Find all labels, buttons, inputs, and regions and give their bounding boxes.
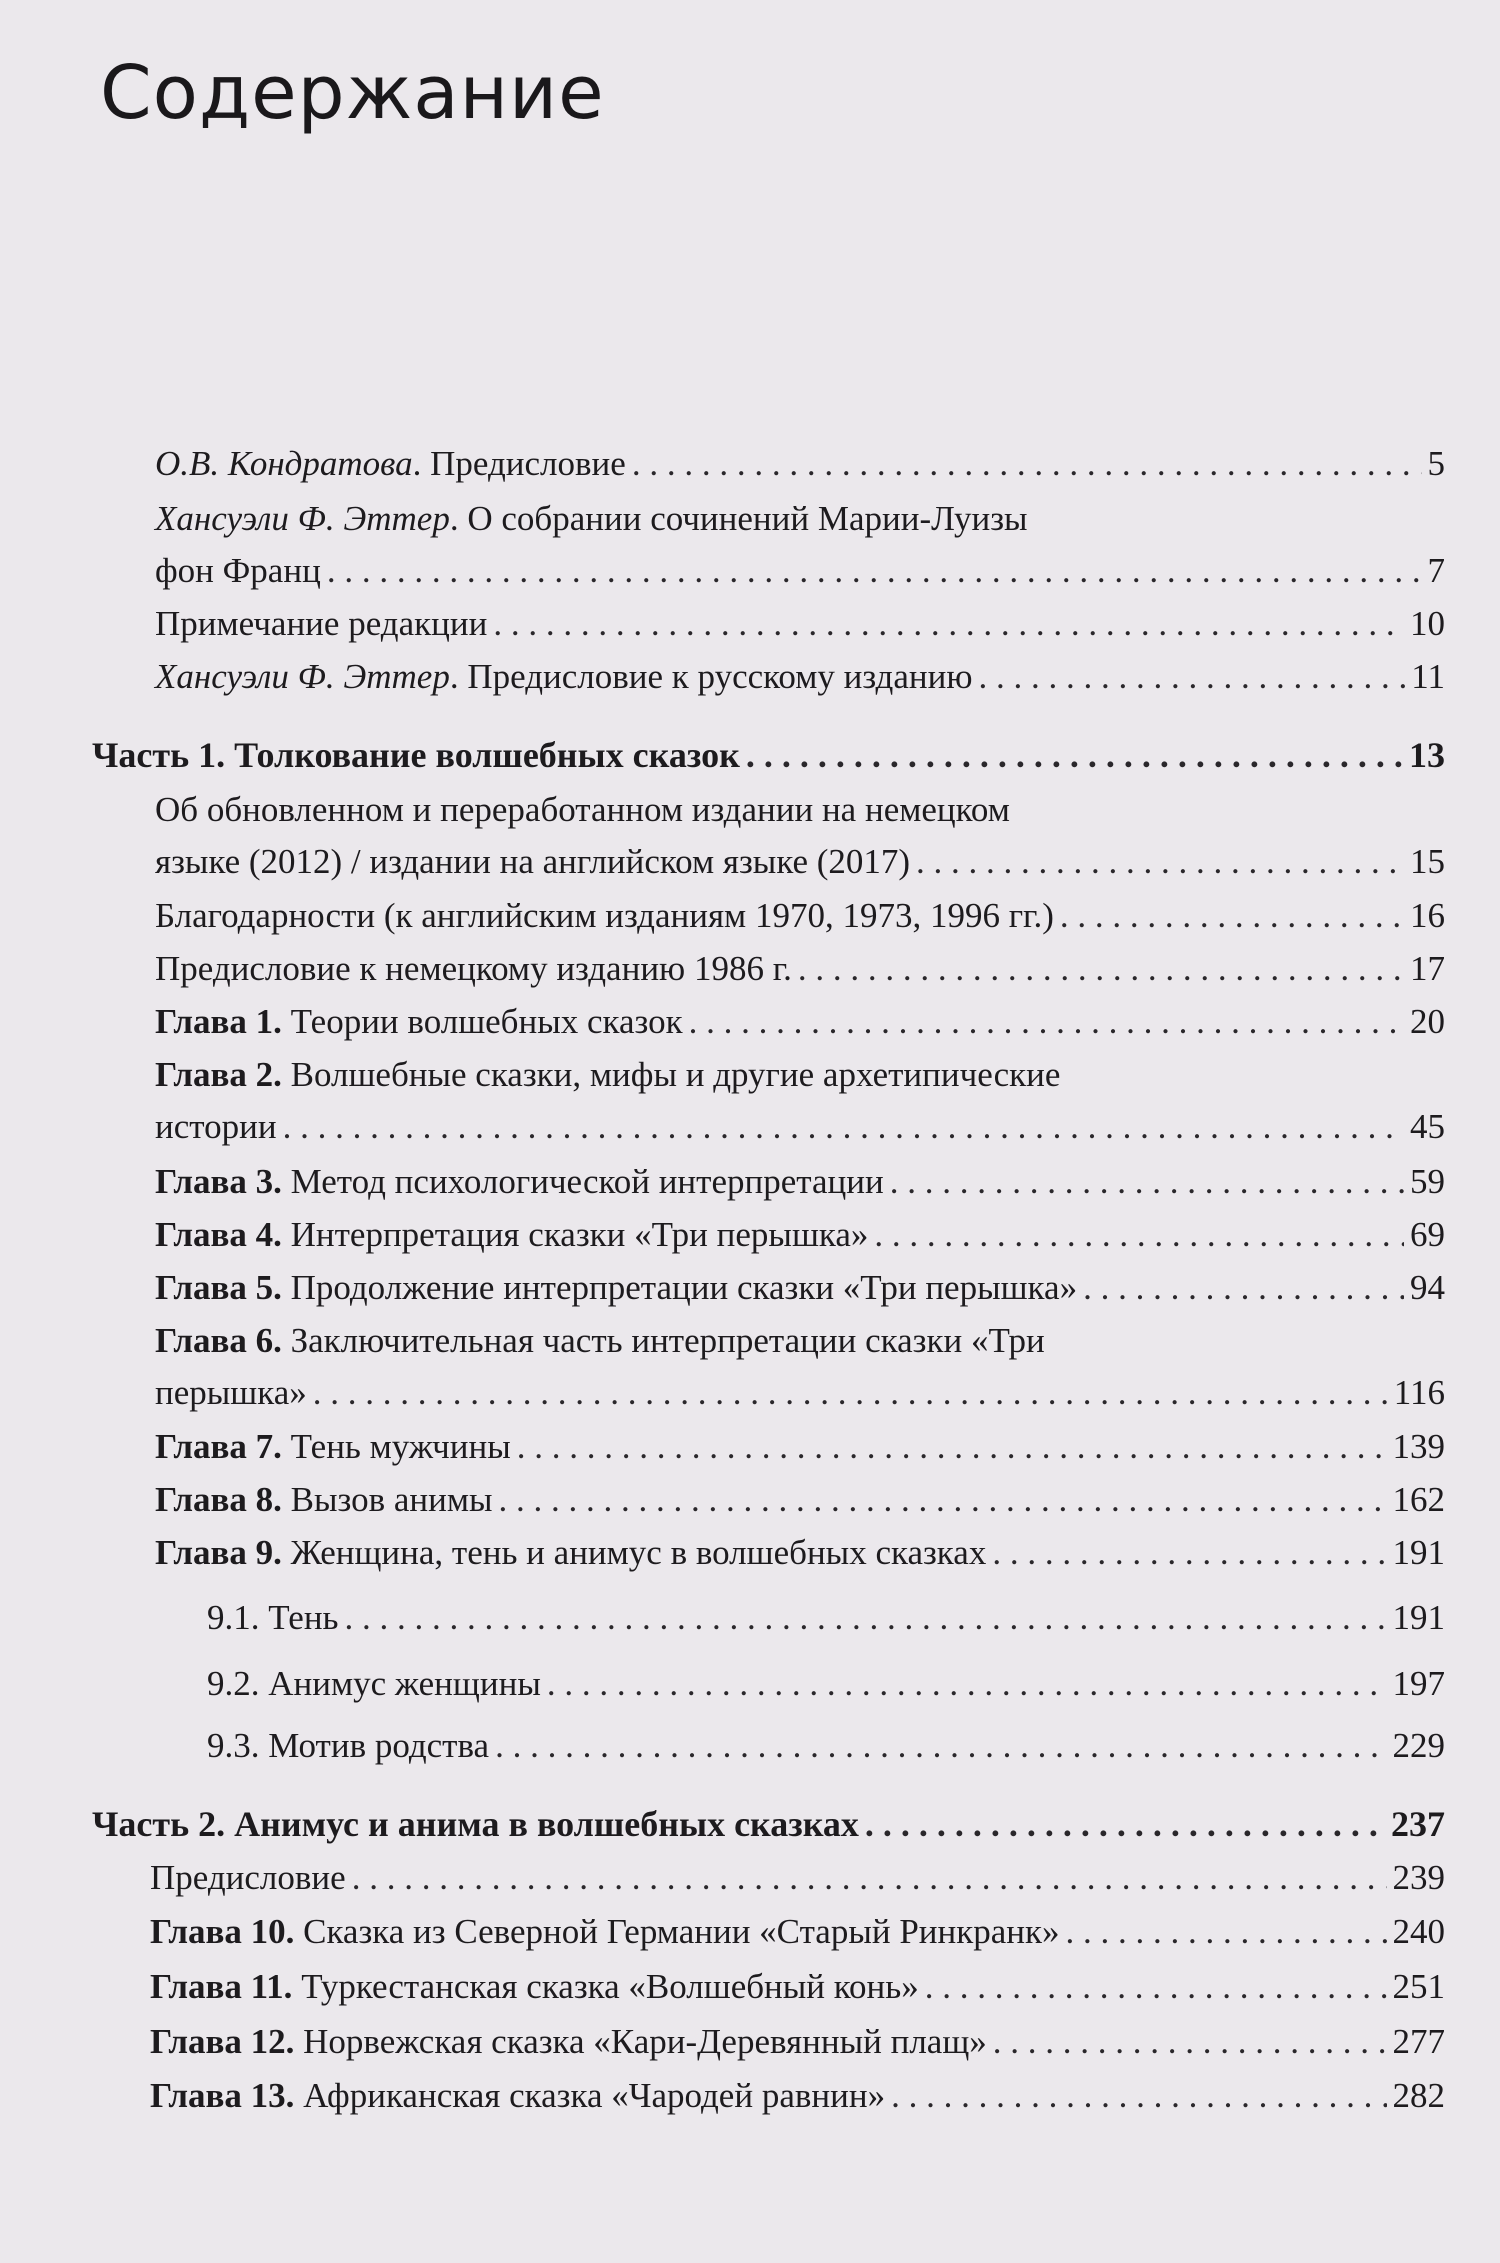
chapter-label: Глава 3. <box>155 1162 282 1201</box>
page-number: 13 <box>1409 735 1445 775</box>
chapter-label: Глава 11. <box>150 1967 293 2006</box>
page-number: 197 <box>1392 1664 1445 1703</box>
entry-author: О.В. Кондратова <box>155 444 413 483</box>
page-number: 277 <box>1392 2022 1445 2061</box>
entry-title: Сказка из Северной Германии «Старый Ринкранк» <box>294 1912 1060 1951</box>
entry-title-line1: Заключительная часть интерпретации сказки «Три <box>281 1321 1045 1360</box>
toc-entry-part2-foreword <box>150 1856 1445 1900</box>
toc-entry-foreword <box>155 442 1445 486</box>
leader-dots <box>891 2074 1386 2118</box>
entry-title: Интерпретация сказки «Три перышка» <box>281 1215 869 1254</box>
leader-dots <box>689 1000 1404 1044</box>
leader-dots <box>345 1596 1387 1640</box>
entry-title: 9.2. Анимус женщины <box>207 1664 541 1703</box>
entry-title: Туркестанская сказка «Волшебный конь» <box>292 1967 919 2006</box>
leader-dots <box>352 1856 1387 1900</box>
page-number: 59 <box>1410 1162 1445 1201</box>
page-title: Содержание <box>100 50 605 136</box>
entry-title-line2: фон Франц <box>155 551 321 590</box>
leader-dots <box>874 1213 1404 1257</box>
entry-title: Благодарности (к английским изданиям 1970, 1973, 1996 гг.) <box>155 896 1054 935</box>
chapter-label: Глава 8. <box>155 1480 282 1519</box>
toc-entry-new-edition <box>155 788 1445 884</box>
toc-part-1 <box>92 733 1445 777</box>
page-number: 10 <box>1410 604 1445 643</box>
entry-title: Тень мужчины <box>281 1427 511 1466</box>
chapter-label: Глава 13. <box>150 2076 295 2115</box>
entry-title: Женщина, тень и анимус в волшебных сказках <box>281 1533 987 1572</box>
page-number: 45 <box>1410 1107 1445 1146</box>
toc-entry-chapter-8 <box>155 1478 1445 1522</box>
entry-title: 9.3. Мотив родства <box>207 1726 490 1765</box>
toc-entry-chapter-4 <box>155 1213 1445 1257</box>
page-number: 191 <box>1392 1533 1445 1572</box>
leader-dots <box>499 1478 1387 1522</box>
leader-dots <box>992 1531 1386 1575</box>
chapter-label: Глава 7. <box>155 1427 282 1466</box>
page-number: 251 <box>1392 1967 1445 2006</box>
entry-title-line1: . О собрании сочинений Марии-Луизы <box>449 499 1028 538</box>
page-number: 237 <box>1391 1804 1445 1844</box>
leader-dots <box>865 1802 1385 1846</box>
toc-entry-chapter-13 <box>150 2074 1445 2118</box>
toc-entry-russian-foreword <box>155 655 1445 699</box>
page-number: 15 <box>1410 842 1445 881</box>
chapter-label: Глава 9. <box>155 1533 282 1572</box>
toc-entry-chapter-5 <box>155 1266 1445 1310</box>
part-title: Часть 1. Толкование волшебных сказок <box>92 735 740 775</box>
page-number: 69 <box>1410 1215 1445 1254</box>
leader-dots <box>547 1662 1387 1706</box>
toc-entry-section-9-1 <box>207 1596 1445 1640</box>
toc-entry-german-foreword <box>155 947 1445 991</box>
leader-dots <box>993 2020 1387 2064</box>
entry-author: Хансуэли Ф. Эттер <box>155 657 450 696</box>
chapter-label: Глава 12. <box>150 2022 295 2061</box>
entry-title-line2: истории <box>155 1107 277 1146</box>
toc-entry-chapter-11 <box>150 1965 1445 2009</box>
leader-dots <box>493 602 1404 646</box>
entry-title-line2: языке (2012) / издании на английском языке (2017) <box>155 842 911 881</box>
toc-entry-chapter-9 <box>155 1531 1445 1575</box>
page-number: 239 <box>1392 1858 1445 1897</box>
leader-dots <box>495 1724 1386 1768</box>
entry-title: Вызов анимы <box>281 1480 493 1519</box>
leader-dots <box>798 947 1404 991</box>
leader-dots <box>925 1965 1387 2009</box>
leader-dots <box>978 655 1405 699</box>
entry-title: Предисловие <box>150 1858 346 1897</box>
page-number: 17 <box>1410 949 1445 988</box>
chapter-label: Глава 5. <box>155 1268 282 1307</box>
page-number: 7 <box>1427 551 1445 590</box>
leader-dots <box>916 840 1404 884</box>
chapter-label: Глава 2. <box>155 1055 282 1094</box>
part-title: Часть 2. Анимус и анима в волшебных сказках <box>92 1804 859 1844</box>
leader-dots <box>746 733 1403 777</box>
page-number: 5 <box>1427 444 1445 483</box>
chapter-label: Глава 4. <box>155 1215 282 1254</box>
chapter-label: Глава 10. <box>150 1912 295 1951</box>
page-number: 94 <box>1410 1268 1445 1307</box>
entry-author: Хансуэли Ф. Эттер <box>155 499 450 538</box>
leader-dots <box>313 1371 1388 1415</box>
toc-entry-section-9-3 <box>207 1724 1445 1768</box>
page-number: 282 <box>1392 2076 1445 2115</box>
page-number: 162 <box>1392 1480 1445 1519</box>
entry-title: Норвежская сказка «Кари-Деревянный плащ» <box>294 2022 987 2061</box>
page-number: 139 <box>1392 1427 1445 1466</box>
entry-title: . Предисловие <box>412 444 626 483</box>
leader-dots <box>1060 894 1404 938</box>
leader-dots <box>327 549 1422 593</box>
page-number: 16 <box>1410 896 1445 935</box>
entry-title: 9.1. Тень <box>207 1598 339 1637</box>
toc-entry-acknowledgements <box>155 894 1445 938</box>
leader-dots <box>632 442 1422 486</box>
toc-entry-chapter-6 <box>155 1319 1445 1415</box>
toc-entry-chapter-3 <box>155 1160 1445 1204</box>
leader-dots <box>1066 1910 1387 1954</box>
page-number: 11 <box>1411 657 1445 696</box>
entry-title: Продолжение интерпретации сказки «Три перышка» <box>281 1268 1078 1307</box>
toc-entry-collected-works <box>155 497 1445 593</box>
entry-title: Примечание редакции <box>155 604 488 643</box>
chapter-label: Глава 6. <box>155 1321 282 1360</box>
page-number: 229 <box>1392 1726 1445 1765</box>
chapter-label: Глава 1. <box>155 1002 282 1041</box>
leader-dots <box>283 1105 1404 1149</box>
toc-entry-editor-note <box>155 602 1445 646</box>
leader-dots <box>1083 1266 1404 1310</box>
entry-title-line2: перышка» <box>155 1373 307 1412</box>
toc-entry-chapter-10 <box>150 1910 1445 1954</box>
page-number: 240 <box>1392 1912 1445 1951</box>
entry-title-line1: Волшебные сказки, мифы и другие архетипические <box>281 1055 1061 1094</box>
toc-part-2 <box>92 1802 1445 1846</box>
leader-dots <box>890 1160 1404 1204</box>
page-number: 20 <box>1410 1002 1445 1041</box>
toc-entry-chapter-7 <box>155 1425 1445 1469</box>
entry-title: . Предисловие к русскому изданию <box>449 657 973 696</box>
entry-title: Метод психологической интерпретации <box>281 1162 884 1201</box>
toc-entry-chapter-2 <box>155 1053 1445 1149</box>
entry-title: Предисловие к немецкому изданию 1986 г. <box>155 949 792 988</box>
entry-title: Теории волшебных сказок <box>281 1002 683 1041</box>
page-number: 191 <box>1392 1598 1445 1637</box>
leader-dots <box>517 1425 1387 1469</box>
page-number: 116 <box>1393 1373 1445 1412</box>
entry-title-line1: Об обновленном и переработанном издании на немецком <box>155 790 1010 829</box>
toc-entry-section-9-2 <box>207 1662 1445 1706</box>
toc-entry-chapter-12 <box>150 2020 1445 2064</box>
entry-title: Африканская сказка «Чародей равнин» <box>294 2076 886 2115</box>
toc-entry-chapter-1 <box>155 1000 1445 1044</box>
